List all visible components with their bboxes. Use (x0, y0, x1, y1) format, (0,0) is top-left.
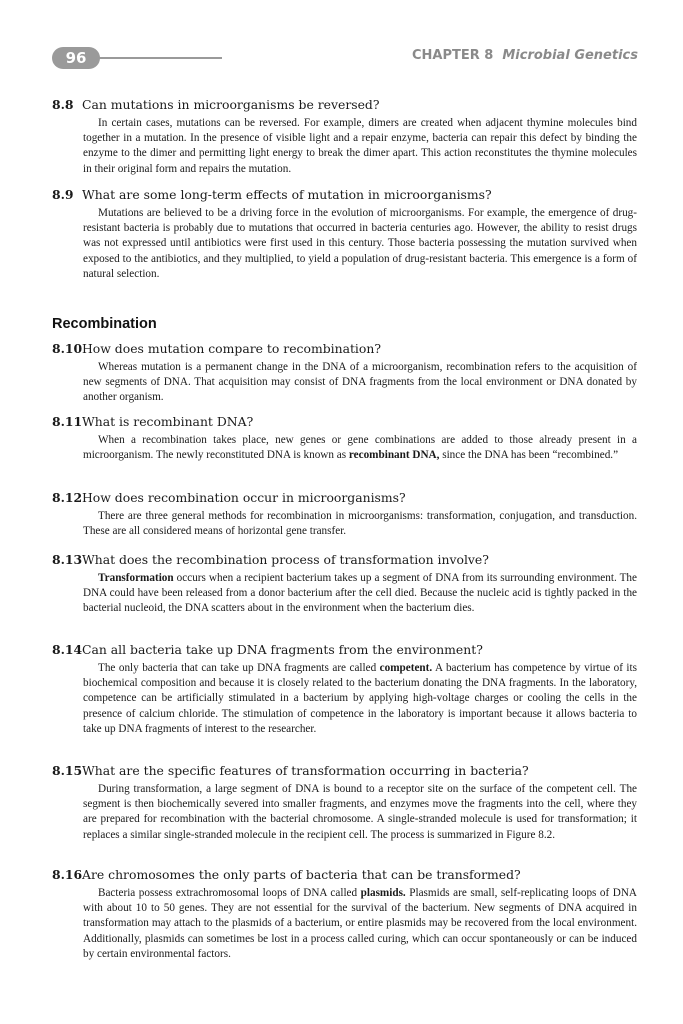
answer-8-15 (83, 782, 637, 843)
question-text: What are some long-term effects of mutation in microorganisms? (82, 187, 492, 202)
chapter-title: Microbial Genetics (502, 48, 638, 63)
question-8-9 (52, 187, 642, 202)
answer-8-11 (83, 433, 637, 463)
answer-text: A bacterium has competence by virtue of its biochemical composition and because it is closely related to the bacterium donating the DNA fragments. In the laboratory, competence can be artificially stimulated in a bacterium by applying high-voltage charges or cooling the cells in the presence of calcium chloride. The stimulation of competence in the laboratory is important because it allows bacteria to take up DNA fragments of interest to the researcher. (83, 662, 638, 735)
answer-8-9 (83, 206, 637, 282)
question-number: 8.14 (52, 642, 83, 657)
answer-text: occurs when a recipient bacterium takes up a segment of DNA from its surrounding environment. The DNA could have been released from a donor bacterium after the cell died. Because the nucleic acid is tightly packed in the bacterial nucleoid, the DNA scatters about in the environment when the bacterium dies. (83, 572, 637, 615)
question-8-13 (52, 552, 642, 567)
answer-text: There are three general methods for recombination in microorganisms: transformation, conjugation, and transduction. These are all considered means of horizontal gene transfer. (83, 510, 637, 538)
answer-8-8 (83, 116, 637, 177)
question-text: What are the specific features of transformation occurring in bacteria? (82, 763, 529, 778)
question-text: Can all bacteria take up DNA fragments from the environment? (82, 642, 483, 657)
question-number: 8.11 (52, 414, 83, 429)
answer-8-13 (83, 571, 637, 617)
answer-text: The only bacteria that can take up DNA fragments are called (98, 662, 380, 674)
bold-term: Transformation (98, 572, 174, 584)
question-8-16 (52, 867, 642, 882)
question-number: 8.8 (52, 97, 74, 112)
chapter-label: CHAPTER 8 (412, 48, 494, 63)
header-rule (98, 57, 222, 59)
bold-term: plasmids. (360, 887, 406, 899)
answer-8-12 (83, 509, 637, 539)
bold-term: recombinant DNA, (348, 449, 440, 462)
question-text: What is recombinant DNA? (82, 414, 254, 429)
question-8-15 (52, 763, 642, 778)
question-text: What does the recombination process of transformation involve? (82, 552, 489, 567)
chapter-heading (412, 48, 638, 63)
running-header (52, 44, 640, 72)
page-number: 96 (52, 47, 100, 69)
question-number: 8.16 (52, 867, 83, 882)
question-8-8 (52, 97, 642, 112)
question-number: 8.13 (52, 552, 83, 567)
question-text: How does recombination occur in microorganisms? (82, 490, 406, 505)
question-text: Are chromosomes the only parts of bacteria that can be transformed? (82, 867, 521, 882)
bold-term: competent. (379, 662, 433, 674)
question-number: 8.12 (52, 490, 83, 505)
question-8-11 (52, 414, 642, 429)
question-8-10 (52, 341, 642, 356)
answer-8-16 (83, 886, 637, 962)
answer-8-14 (83, 661, 637, 737)
answer-text: Plasmids are small, self-replicating loops of DNA with about 10 to 50 genes. They are not essential for the survival of the bacterium. New segments of DNA acquired in transformation may attach to the plasmids of a bacterium, or entire plasmids may be recovered from the local environment. Additionally, plasmids can sometimes be lost in a process called curing, which can occur spontaneously or can be induced by certain environmental factors. (83, 887, 637, 960)
question-text: How does mutation compare to recombination? (82, 341, 381, 356)
answer-text: In certain cases, mutations can be reversed. For example, dimers are created when adjacent thymine molecules bind together in a mutation. In the presence of visible light and a repair enzyme, bacteria can repair this defect by binding the enzyme to the dimer and permitting light energy to break the dimer apart. This action reconstitutes the thymine molecules in their original form and repairs the mutation. (83, 117, 637, 175)
question-number: 8.10 (52, 341, 83, 356)
answer-text: Mutations are believed to be a driving force in the evolution of microorganisms. For example, the emergence of drug-resistant bacteria is probably due to mutations that occurred in bacteria centuries ago. However, the ability to resist drugs was not expressed until antibiotics were first used in this century. Those bacteria possessing the mutation survived when exposed to the antibiotics, and they multiplied, to yield a population of drug-resistant bacteria. This emergence is a form of natural selection. (83, 207, 637, 280)
answer-text: When a recombination takes place, new genes or gene combinations are added to those already present in a microorganism. The newly reconstituted DNA is known as (83, 434, 637, 462)
question-8-12 (52, 490, 642, 505)
question-8-14 (52, 642, 642, 657)
answer-8-10 (83, 360, 637, 406)
answer-text: During transformation, a large segment of DNA is bound to a receptor site on the surface of the competent cell. The segment is then biochemically severed into smaller fragments, and enzymes move the fragments into the cell, where they are prepared for recombination with the bacterial chromosome. A single-stranded molecule is used for transformation; it replaces a similar single-stranded molecule in the recipient cell. The process is summarized in Figure 8.2. (83, 783, 637, 841)
question-text: Can mutations in microorganisms be reversed? (82, 97, 380, 112)
section-heading: Recombination (52, 316, 157, 332)
question-number: 8.9 (52, 187, 74, 202)
answer-text: since the DNA has been “recombined.” (439, 449, 619, 462)
answer-text: Whereas mutation is a permanent change in the DNA of a microorganism, recombination refers to the acquisition of new segments of DNA. That acquisition may consist of DNA fragments from the local environment or DNA donated by another organism. (83, 361, 637, 404)
answer-text: Bacteria possess extrachromosomal loops of DNA called (98, 887, 361, 899)
question-number: 8.15 (52, 763, 83, 778)
